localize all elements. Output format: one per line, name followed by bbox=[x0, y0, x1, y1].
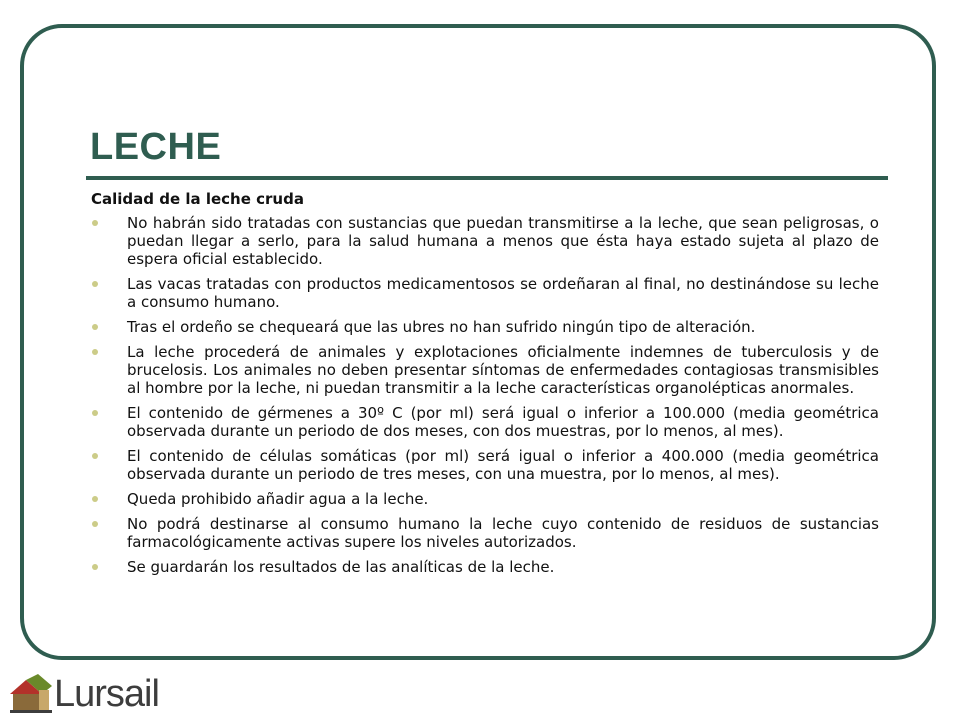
bullet-icon bbox=[92, 410, 98, 416]
list-item bbox=[91, 404, 879, 440]
list-item bbox=[91, 214, 879, 268]
bullet-text: El contenido de células somáticas (por ml) será igual o inferior a 400.000 (media geométrica observada durante un periodo de tres meses, con una muestra, por lo menos, al mes). bbox=[127, 447, 879, 483]
bullet-icon bbox=[92, 564, 98, 570]
list-item bbox=[91, 343, 879, 397]
lursail-logo bbox=[8, 672, 198, 716]
bullet-text: Queda prohibido añadir agua a la leche. bbox=[127, 490, 429, 508]
bullet-icon bbox=[92, 496, 98, 502]
bullet-icon bbox=[92, 324, 98, 330]
bullet-text: Se guardarán los resultados de las analíticas de la leche. bbox=[127, 558, 555, 576]
bullet-list bbox=[91, 214, 879, 583]
title-divider bbox=[86, 176, 888, 180]
bullet-text: La leche procederá de animales y explotaciones oficialmente indemnes de tuberculosis y de brucelosis. Los animales no deben presentar síntomas de enfermedades contagiosas transmisibles al hombre por la leche, ni puedan transmitir a la leche características organolépticas anormales. bbox=[127, 343, 879, 397]
bullet-icon bbox=[92, 453, 98, 459]
bullet-icon bbox=[92, 281, 98, 287]
list-item bbox=[91, 490, 879, 508]
list-item bbox=[91, 515, 879, 551]
bullet-text: Las vacas tratadas con productos medicamentosos se ordeñaran al final, no destinándose su leche a consumo humano. bbox=[127, 275, 879, 311]
logo-text: Lursail bbox=[54, 673, 159, 715]
list-item bbox=[91, 447, 879, 483]
bullet-text: No podrá destinarse al consumo humano la leche cuyo contenido de residuos de sustancias farmacológicamente activas supere los niveles autorizados. bbox=[127, 515, 879, 551]
list-item bbox=[91, 318, 879, 336]
bullet-text: Tras el ordeño se chequeará que las ubres no han sufrido ningún tipo de alteración. bbox=[127, 318, 756, 336]
list-item bbox=[91, 558, 879, 576]
slide-title: LECHE bbox=[90, 126, 222, 168]
slide-subtitle: Calidad de la leche cruda bbox=[91, 190, 304, 208]
bullet-text: El contenido de gérmenes a 30º C (por ml) será igual o inferior a 100.000 (media geométrica observada durante un periodo de dos meses, con dos muestras, por lo menos, al mes). bbox=[127, 404, 879, 440]
bullet-text: No habrán sido tratadas con sustancias que puedan transmitirse a la leche, que sean peligrosas, o puedan llegar a serlo, para la salud humana a menos que ésta haya estado sujeta al plazo de espera oficial establecido. bbox=[127, 214, 879, 268]
house-book-icon bbox=[8, 672, 56, 716]
bullet-icon bbox=[92, 349, 98, 355]
list-item bbox=[91, 275, 879, 311]
bullet-icon bbox=[92, 521, 98, 527]
bullet-icon bbox=[92, 220, 98, 226]
